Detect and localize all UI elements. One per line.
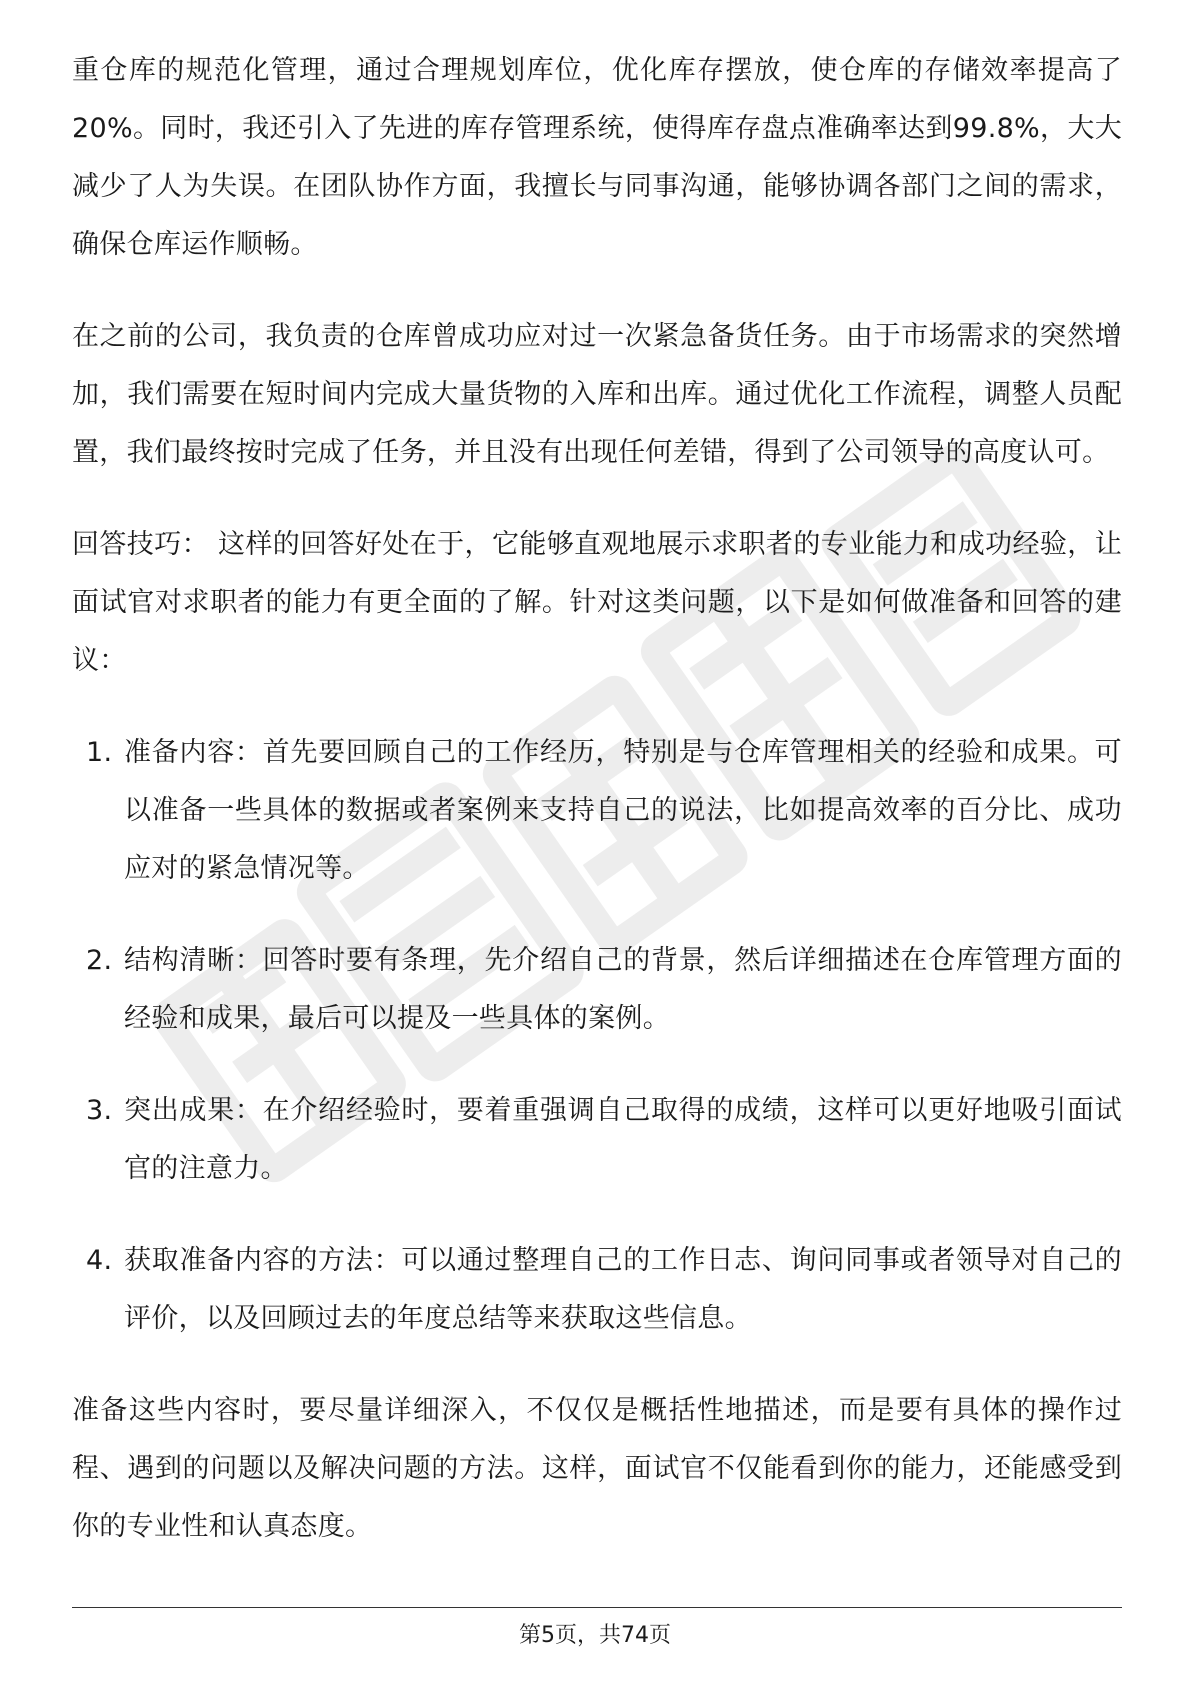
list-item-number: 2. bbox=[86, 945, 113, 976]
list-item-number: 3. bbox=[86, 1095, 113, 1126]
list-item-text: 获取准备内容的方法：可以通过整理自己的工作日志、询问同事或者领导对自己的评价，以及回顾过去的年度总结等来获取这些信息。 bbox=[124, 1245, 1122, 1334]
footer-divider bbox=[72, 1607, 1122, 1608]
list-item bbox=[72, 932, 1122, 1048]
paragraph-case: 在之前的公司，我负责的仓库曾成功应对过一次紧急备货任务。由于市场需求的突然增加，我们需要在短时间内完成大量货物的入库和出库。通过优化工作流程，调整人员配置，我们最终按时完成了任务，并且没有出现任何差错，得到了公司领导的高度认可。 bbox=[72, 321, 1122, 468]
list-item bbox=[72, 1082, 1122, 1198]
tips-list bbox=[72, 724, 1122, 1348]
page-number: 第5页，共74页 bbox=[519, 1623, 671, 1648]
list-item-text: 结构清晰：回答时要有条理，先介绍自己的背景，然后详细描述在仓库管理方面的经验和成果，最后可以提及一些具体的案例。 bbox=[124, 945, 1122, 1034]
list-item-text: 准备内容：首先要回顾自己的工作经历，特别是与仓库管理相关的经验和成果。可以准备一些具体的数据或者案例来支持自己的说法，比如提高效率的百分比、成功应对的紧急情况等。 bbox=[124, 737, 1122, 884]
list-item-text: 突出成果：在介绍经验时，要着重强调自己取得的成绩，这样可以更好地吸引面试官的注意力。 bbox=[124, 1095, 1122, 1184]
list-item bbox=[72, 724, 1122, 898]
paragraph-closing: 准备这些内容时，要尽量详细深入，不仅仅是概括性地描述，而是要有具体的操作过程、遇到的问题以及解决问题的方法。这样，面试官不仅能看到你的能力，还能感受到你的专业性和认真态度。 bbox=[72, 1395, 1122, 1542]
list-item-number: 1. bbox=[86, 737, 113, 768]
list-item bbox=[72, 1232, 1122, 1348]
document-body bbox=[72, 42, 1122, 1590]
paragraph-experience: 重仓库的规范化管理，通过合理规划库位，优化库存摆放，使仓库的存储效率提高了20%。同时，我还引入了先进的库存管理系统，使得库存盘点准确率达到99.8%，大大减少了人为失误。在团队协作方面，我擅长与同事沟通，能够协调各部门之间的需求，确保仓库运作顺畅。 bbox=[72, 55, 1122, 260]
list-item-number: 4. bbox=[86, 1245, 113, 1276]
paragraph-answer-tips: 回答技巧： 这样的回答好处在于，它能够直观地展示求职者的专业能力和成功经验，让面试官对求职者的能力有更全面的了解。针对这类问题，以下是如何做准备和回答的建议： bbox=[72, 529, 1122, 676]
